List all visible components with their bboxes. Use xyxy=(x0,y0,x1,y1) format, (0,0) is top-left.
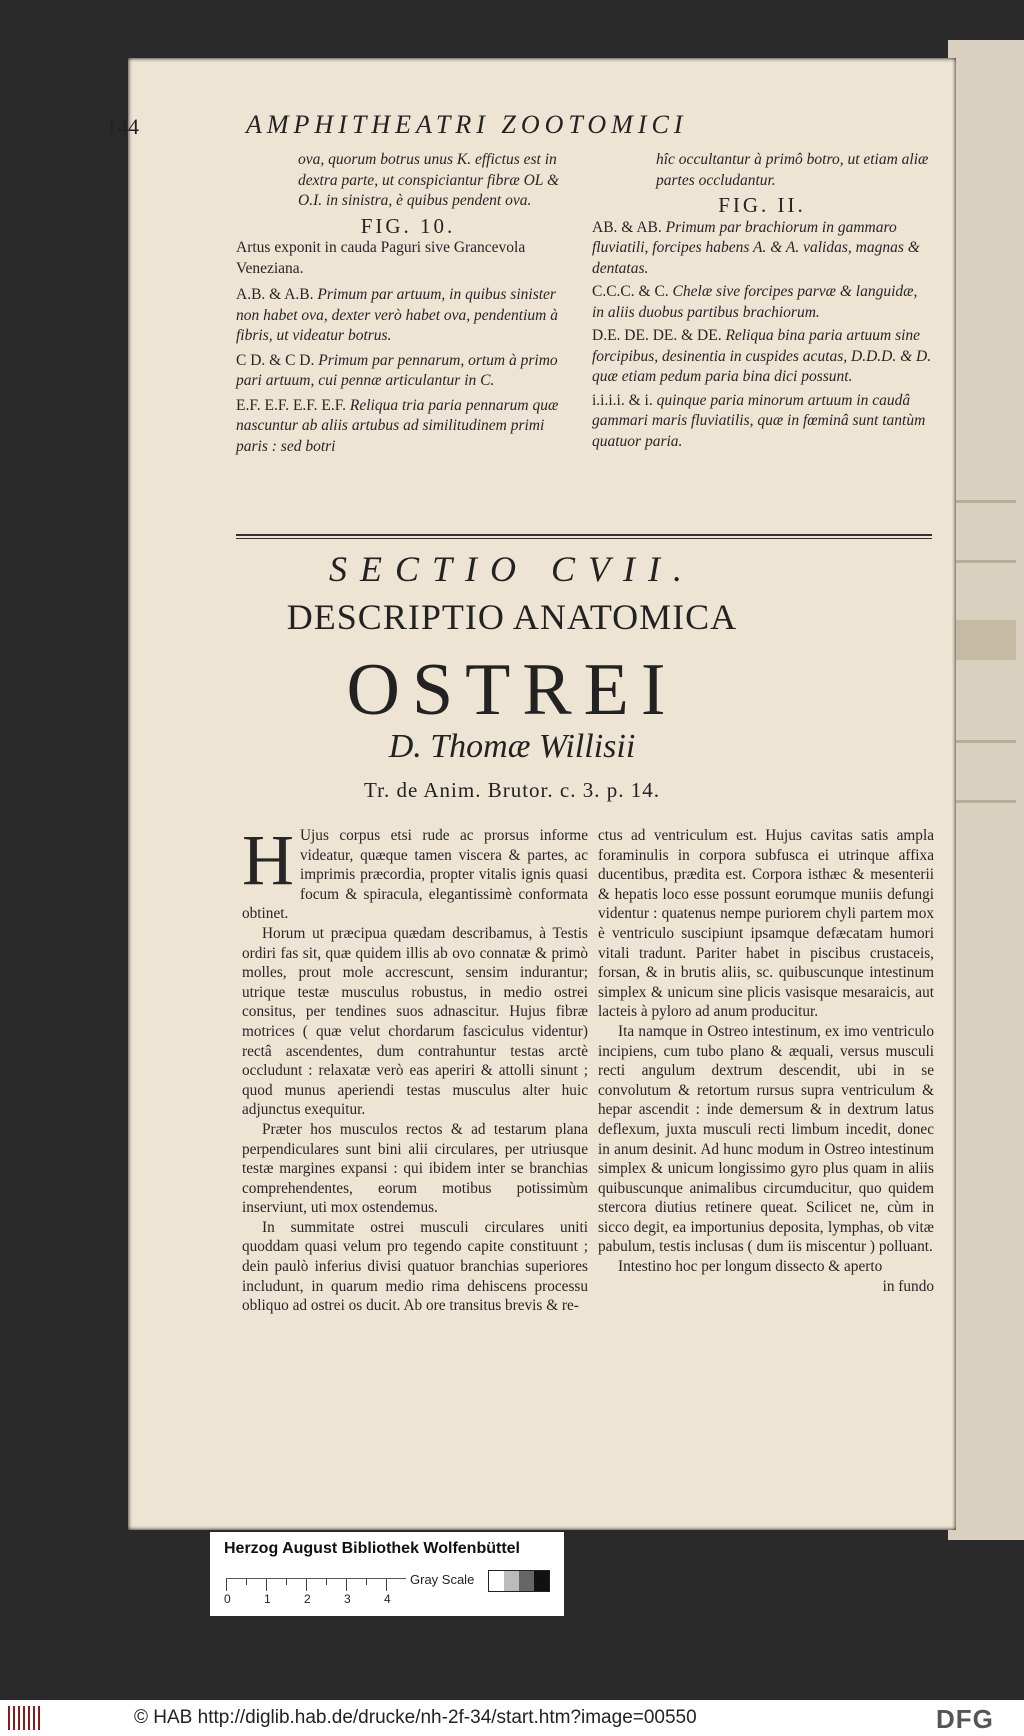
library-name: Herzog August Bibliothek Wolfenbüttel xyxy=(224,1540,520,1557)
paragraph: H Ujus corpus etsi rude ac prorsus informe videatur, quæque tamen viscera & partes, ac imprimis præcordia, propter vitalis ignis quasi focum & spiracula, elegantissimè conformata obtinet. xyxy=(242,820,588,923)
paragraph: ctus ad ventriculum est. Hujus cavitas satis ampla foraminulis in corpora subfusca ei utrinque affixa ducentibus, prædita est. Corpora isthæc & mesenterii & hepatis loco esse possunt eorumque muniis defungi videntur : quatenus nempe puriorem chyli partem mox è ventriculo suscipiunt ipsamque defæcatam humori vitali tradunt. Pariter habet in piscibus crustaceis, forsan, & in brutis aliis, sc. quibuscunque intestinum simplex & unicum sine plicis vasisque mesaraicis, aut lacteis à pyloro ad anum producitur. xyxy=(598,827,934,1021)
paragraph: Intestino hoc per longum dissecto & aperto xyxy=(618,1258,883,1276)
ruler-number: 1 xyxy=(264,1592,271,1606)
body-column-right xyxy=(598,826,934,1296)
section-number: SECTIO CVII. xyxy=(329,549,695,589)
hab-logo-icon xyxy=(8,1706,44,1730)
legend-entry: C.C.C. & C. Chelæ sive forcipes parvæ & languidæ, in aliis duobus partibus brachiorum. xyxy=(592,283,918,321)
section-title: DESCRIPTIO ANATOMICA xyxy=(286,597,738,637)
paragraph: Ita namque in Ostreo intestinum, ex imo ventriculo incipiens, cum tubo plano & æquali, versus musculi recti angulum dextrum descendit, ubi in se convolutum & retortum rursus supra ventriculum & hepar ascendit : inde demersum & in dextrum latus deflexum, juxta musculi recti limbum incedit, donec in anum desinit. Ad hunc modum in Ostreo intestinum simplex & unicum longissimo gyro plus quam in aliis quibuscunque animalibus circumducitur, quo quidem stercora diutius retinere queat. Scilicet ne, cùm in sicco degit, ea importunius deposita, lymphas, ob vitæ pabulum, testis inclusas ( dum iis miscentur ) polluant. xyxy=(598,1022,934,1256)
body-column-left xyxy=(242,820,588,1316)
legend-intro: ova, quorum botrus unus K. effictus est in dextra parte, ut conspiciantur fibræ OL & O.I. in sinistra, è quibus pendent ova. xyxy=(298,151,560,209)
legend-entry: i.i.i.i. & i. quinque paria minorum artuum in caudâ gammari maris fluviatilis, quæ in fœminâ sunt tantùm quatuor paria. xyxy=(592,391,926,450)
fig-heading: FIG. II. xyxy=(718,193,806,217)
footer-bar xyxy=(0,1700,1024,1736)
ruler-number: 0 xyxy=(224,1592,231,1606)
running-head: AMPHITHEATRI ZOOTOMICI xyxy=(246,110,688,139)
section-subject: OSTREI xyxy=(346,649,678,731)
legend-intro: hîc occultantur à primô botro, ut etiam aliæ partes occludantur. xyxy=(656,151,929,189)
legend-entry: A.B. & A.B. Primum par artuum, in quibus sinister non habet ova, dexter verò habet ova, pendentium à fibris, ut videatur botrus. xyxy=(236,286,558,344)
legend-entry: AB. & AB. Primum par brachiorum in gammaro fluviatili, forcipes habens A. & A. validas, magnas & dentatas. xyxy=(592,218,920,277)
fig-heading: FIG. 10. xyxy=(360,213,456,238)
scale-ruler xyxy=(226,1578,406,1595)
dfg-logo: DFG xyxy=(936,1704,994,1734)
copyright-link[interactable]: © HAB http://diglib.hab.de/drucke/nh-2f-34/start.htm?image=00550 xyxy=(134,1707,697,1728)
paragraph: In summitate ostrei musculi circulares uniti quoddam quasi velum pro tegendo capite constituunt ; dein paulò inferius divisi quatuor branchias superiores includunt, in quarum medio rima dehiscens processu obliquo ad ostrei os ducit. Ab ore transitus brevis & re- xyxy=(242,1218,588,1315)
gray-scale-bar xyxy=(488,1570,550,1592)
catchword: in fundo xyxy=(882,1277,934,1295)
figure-legend-left xyxy=(236,150,580,457)
paragraph: Præter hos musculos rectos & ad testarum plana perpendiculares sunt bini alii circulares, per utriusque testæ margines expansi : qui ibidem inter se branchias comprehendentes, eorum motibus potissimùm inserviunt, uti mox ostendemus. xyxy=(242,1120,588,1217)
divider-rule xyxy=(236,538,932,539)
gray-scale-label: Gray Scale xyxy=(410,1572,475,1587)
page-number: 144 xyxy=(106,114,139,139)
legend-entry: D.E. DE. DE. & DE. Reliqua bina paria artuum sine forcipibus, desinentia in cuspides acutas, D.D.D. & D. quæ etiam pedum paria bina dici possunt. xyxy=(592,327,932,385)
library-label-card xyxy=(210,1532,564,1616)
section-author: D. Thomæ Willisii xyxy=(388,728,636,765)
section-reference: Tr. de Anim. Brutor. c. 3. p. 14. xyxy=(364,778,660,802)
page-header xyxy=(106,110,826,144)
fig-caption: Artus exponit in cauda Paguri sive Grancevola Veneziana. xyxy=(236,239,526,277)
ruler-number: 3 xyxy=(344,1592,351,1606)
paragraph: Horum ut præcipua quædam describamus, à Testis ordiri fas sit, quæ quidem illis ab ovo connatæ & primò molles, prout mole accrescunt, sensim indurantur; utrique testæ musculus robustus, in medio ostrei consitus, per tendines suos adnascitur. Hujus fibræ motrices ( quæ velut chordarum fasciculus videntur) rectâ ascendentes, dum contrahuntur testas arctè occludunt : relaxatæ verò eas aperiri & attolli sinunt ; quod munus aperiendi testas musculus alter huic adjunctus exequitur. xyxy=(242,924,588,1119)
drop-cap: H xyxy=(242,820,294,900)
legend-entry: C D. & C D. Primum par pennarum, ortum à primo pari artuum, cui pennæ articulantur in C. xyxy=(236,351,558,389)
legend-entry: E.F. E.F. E.F. E.F. Reliqua tria paria pennarum quæ nascuntur ab aliis artubus ad similitudinem primi paris : sed botri xyxy=(236,396,559,455)
figure-legend-right xyxy=(592,150,932,452)
divider-rule xyxy=(236,534,932,536)
ruler-number: 2 xyxy=(304,1592,311,1606)
ruler-number: 4 xyxy=(384,1592,391,1606)
